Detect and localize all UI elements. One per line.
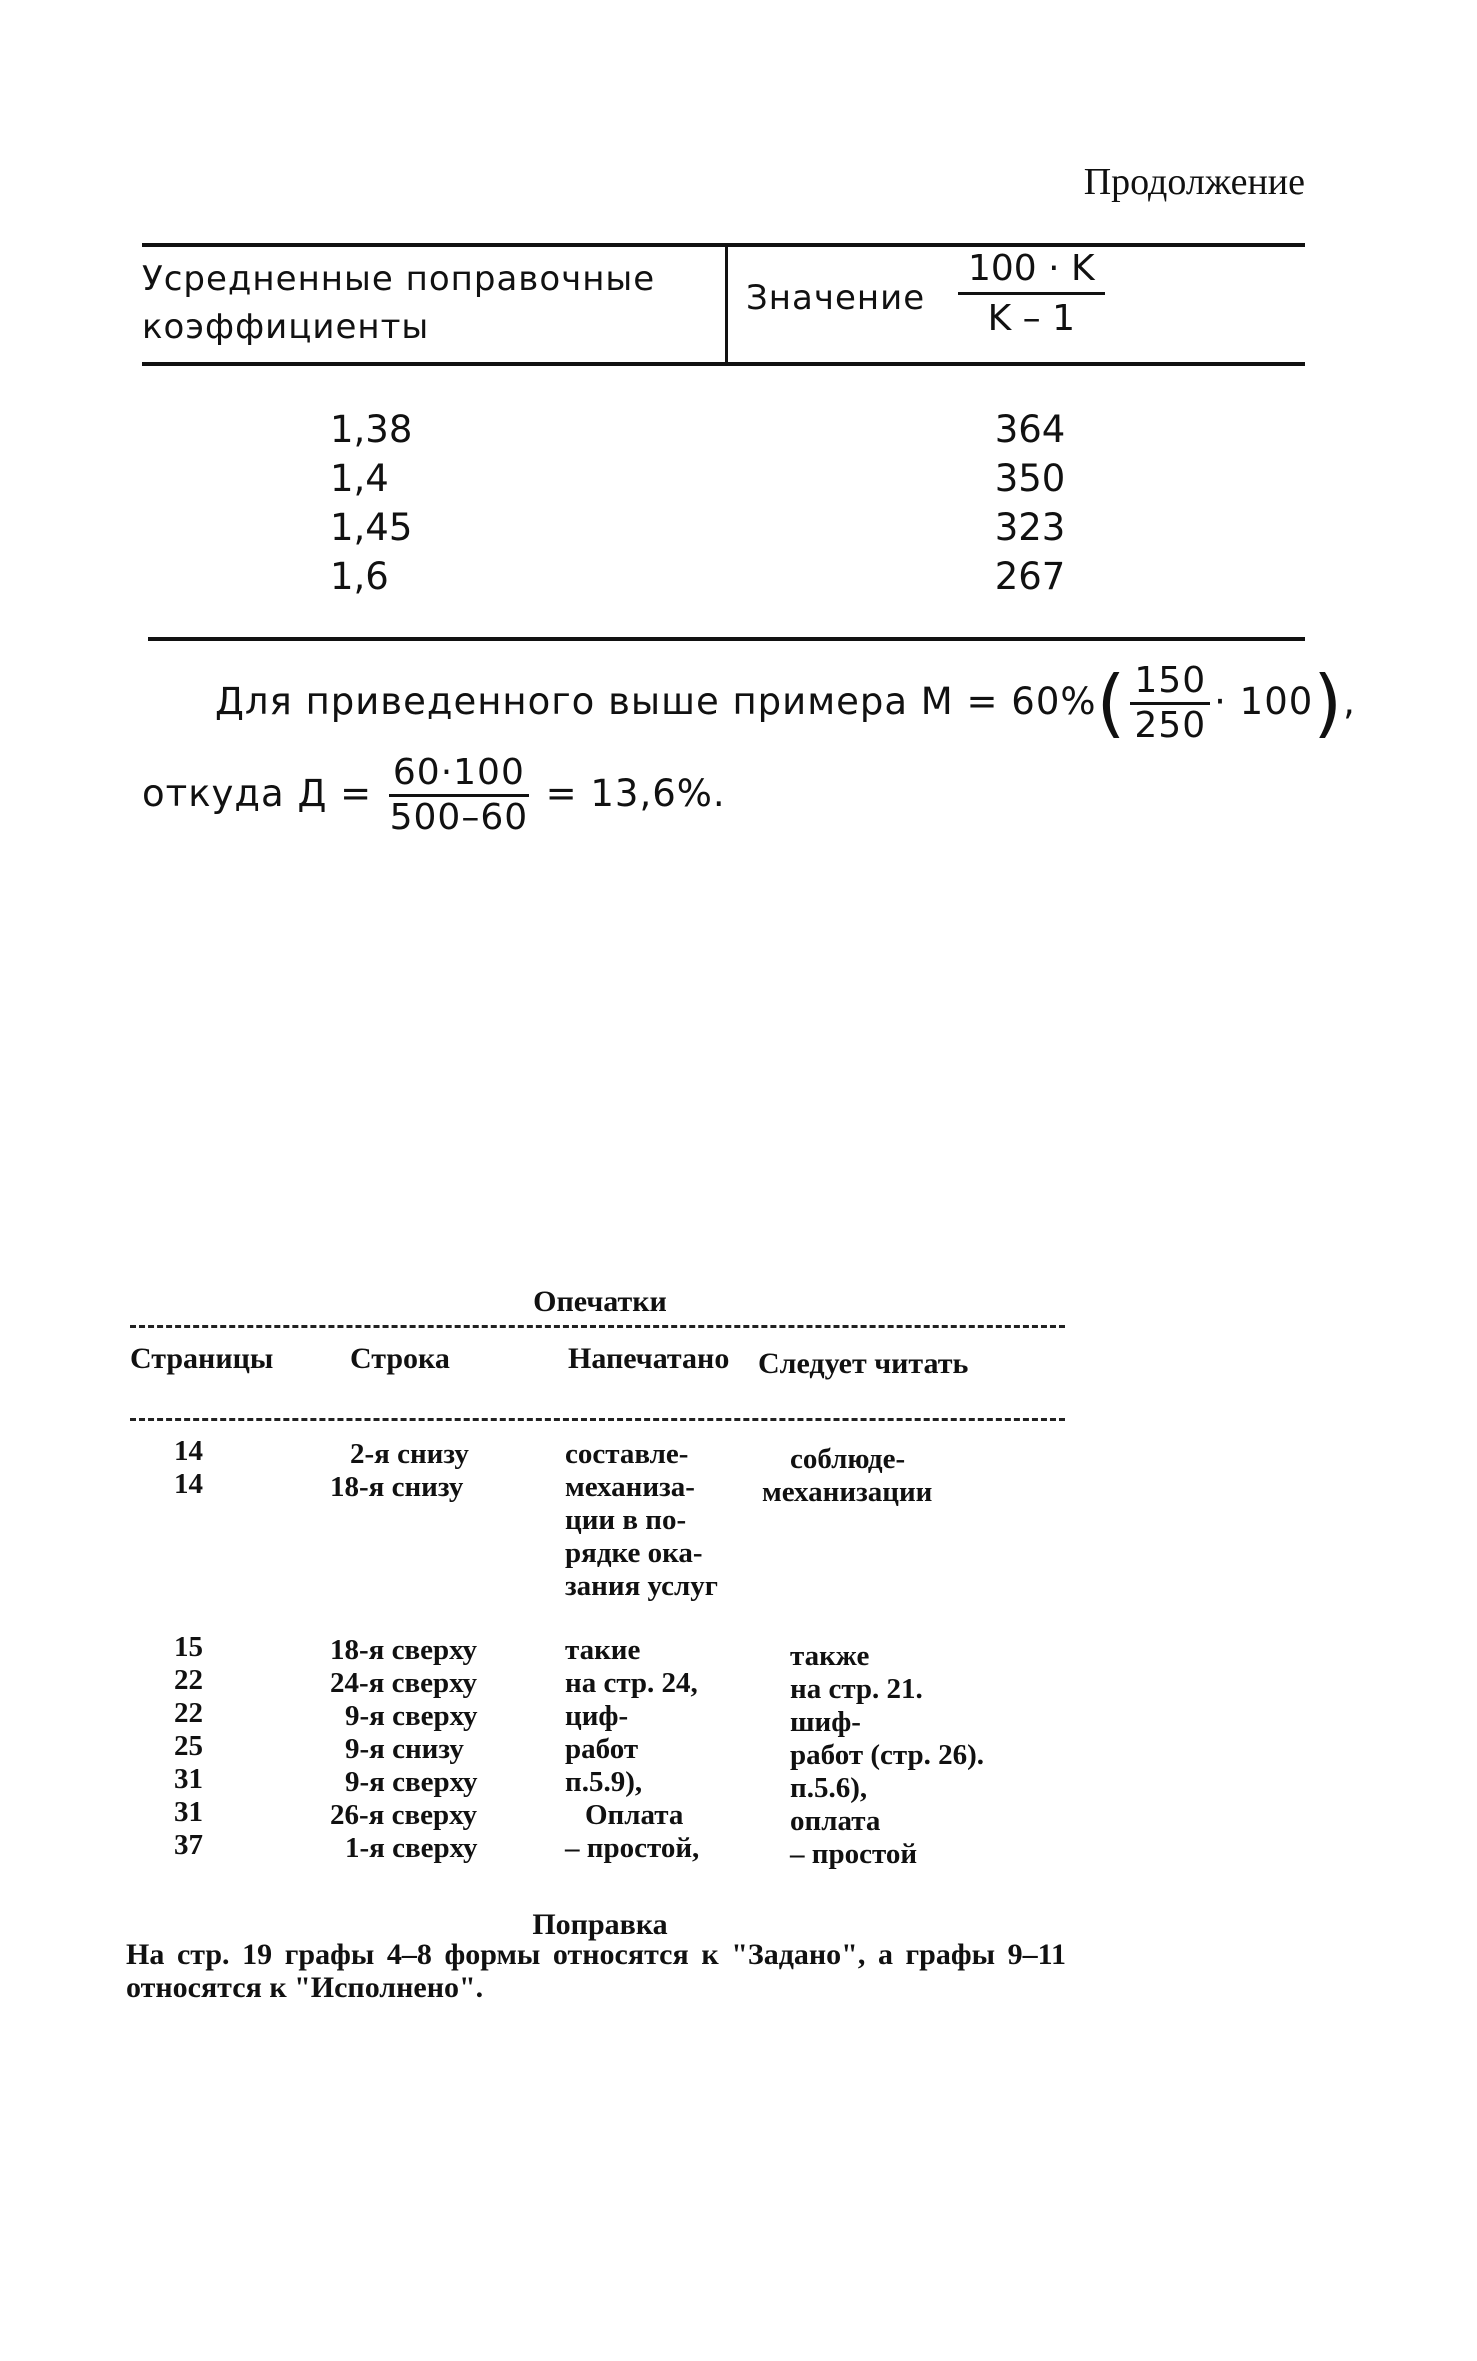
errata-header-line: Строка [350,1342,450,1375]
errata-cell-printed: циф- [565,1700,629,1732]
formula-mult: · 100 [1214,680,1314,723]
errata-header-dash [130,1418,1065,1421]
errata-cell-read: работ (стр. 26). [790,1739,985,1771]
errata-cell-printed: механиза-ции в по-рядке ока-зания услуг [565,1471,718,1602]
errata-cell-line: 9-я сверху [345,1700,478,1732]
table-cell-k: 1,38 [330,408,413,451]
formula-fraction-denominator: 250 [1134,705,1207,746]
formula-comma: , [1343,680,1356,723]
formula-m: М [920,680,954,723]
correction-text: На стр. 19 графы 4–8 формы относятся к "Задано", а графы 9–11 относятся к "Исполнено". [126,1938,1066,2004]
errata-header-printed: Напечатано [568,1342,730,1375]
formula-result: = 13,6%. [545,772,726,815]
table-cell-value: 364 [994,408,1066,451]
errata-cell-read: на стр. 21. [790,1673,923,1705]
errata-header-read: Следует читать [758,1347,969,1380]
errata-cell-printed: – простой, [565,1832,700,1864]
formula-fraction-numerator: 150 [1130,660,1210,705]
correction-title: Поправка [532,1908,668,1941]
errata-cell-line: 9-я сверху [345,1766,478,1798]
header-fraction-numerator: 100 · K [958,246,1105,295]
errata-cell-read: также [790,1640,870,1672]
table-top-rule [142,243,1305,247]
d-fraction [389,752,529,839]
errata-cell-printed: такие [565,1634,641,1666]
errata-cell-read: – простой [790,1838,918,1870]
formula-fraction [1130,660,1210,747]
errata-cell-read: механизации [762,1476,933,1508]
formula-line-1 [215,660,1356,747]
errata-cell-printed: работ [565,1733,639,1765]
errata-cell-read: п.5.6), [790,1772,868,1804]
open-paren: ( [1096,660,1127,747]
errata-cell-printed: на стр. 24, [565,1667,698,1699]
table-header-divider [725,243,728,365]
formula-pct: 60% [1011,680,1097,723]
errata-cell-page: 14 [174,1435,203,1467]
header-fraction-denominator: K – 1 [987,298,1076,339]
header-value: Значение [746,278,926,318]
table-bottom-rule [148,637,1305,641]
errata-cell-printed: составле- [565,1438,689,1470]
errata-header-pages: Страницы [130,1342,274,1375]
errata-cell-page: 31 [174,1796,203,1828]
formula-text: Для приведенного выше примера [215,680,909,723]
errata-cell-printed: п.5.9), [565,1766,643,1798]
table-cell-value: 267 [994,555,1066,598]
formula-text-2: откуда Д = [142,772,373,815]
errata-cell-read: соблюде- [790,1443,906,1475]
d-fraction-denominator: 500–60 [389,797,529,838]
d-fraction-numerator: 60·100 [389,752,529,797]
errata-cell-line: 9-я снизу [345,1733,464,1765]
errata-cell-line: 26-я сверху [330,1799,478,1831]
value-column [930,405,1130,601]
errata-cell-page: 14 [174,1468,203,1500]
coefficient-column [330,405,530,601]
errata-cell-read: шиф- [790,1706,861,1738]
errata-cell-page: 22 [174,1697,203,1729]
errata-cell-page: 22 [174,1664,203,1696]
errata-title: Опечатки [533,1285,667,1318]
table-cell-k: 1,4 [330,457,389,500]
errata-cell-page: 25 [174,1730,203,1762]
errata-cell-read: оплата [790,1805,881,1837]
header-coefficients: Усредненные поправочные коэффициенты [142,259,656,347]
table-header-rule [142,362,1305,366]
errata-cell-line: 1-я сверху [345,1832,478,1864]
errata-cell-line: 2-я снизу [350,1438,469,1470]
errata-cell-line: 18-я сверху [330,1634,478,1666]
formula-line-2 [142,752,726,839]
table-cell-k: 1,6 [330,555,389,598]
errata-cell-page: 31 [174,1763,203,1795]
errata-cell-printed: Оплата [585,1799,684,1831]
errata-top-dash [130,1325,1065,1328]
close-paren: ) [1313,660,1344,747]
continuation-label: Продолжение [1083,161,1305,203]
errata-cell-line: 24-я сверху [330,1667,478,1699]
table-cell-k: 1,45 [330,506,413,549]
errata-cell-page: 15 [174,1631,203,1663]
table-cell-value: 323 [994,506,1066,549]
errata-cell-line: 18-я снизу [330,1471,464,1503]
errata-cell-page: 37 [174,1829,203,1861]
header-fraction [958,246,1105,343]
formula-eq: = [966,680,999,723]
table-cell-value: 350 [994,457,1066,500]
